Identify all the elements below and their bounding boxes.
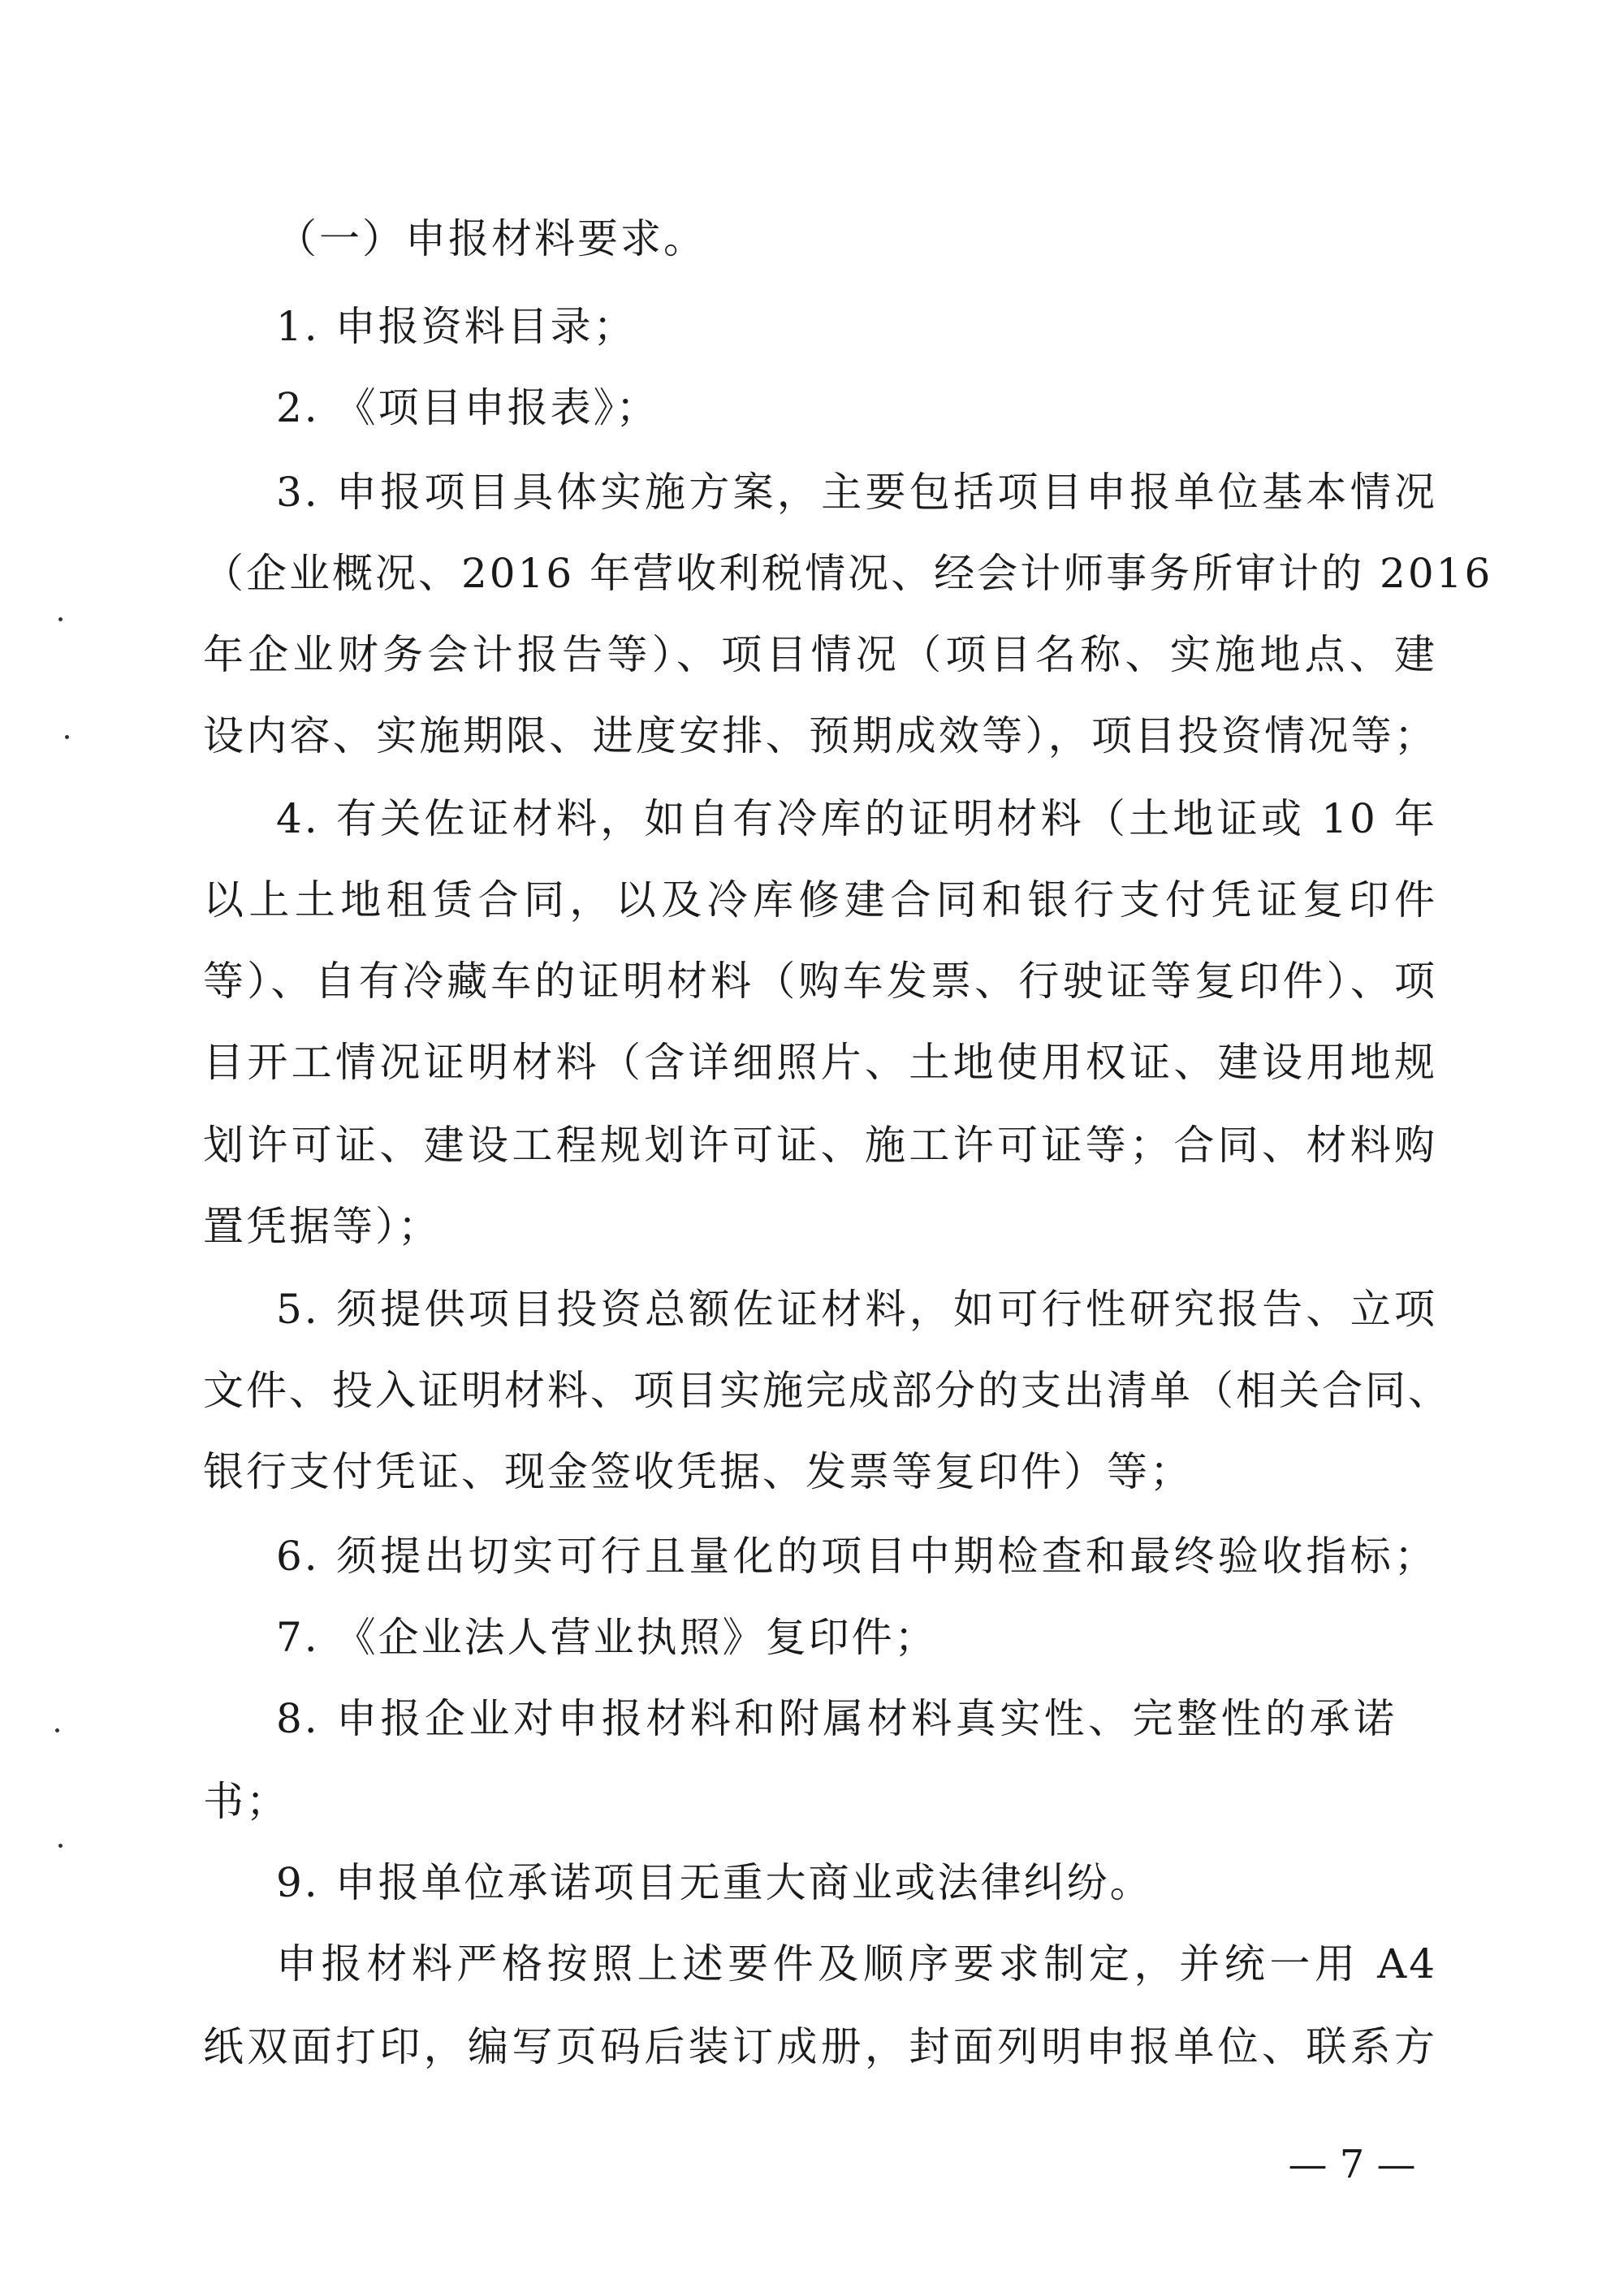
margin-speck: [55, 1728, 59, 1732]
list-item-4-line-1: 4. 有关佐证材料，如自有冷库的证明材料（土地证或 10 年: [276, 795, 1437, 842]
list-item-3-line-1: 3. 申报项目具体实施方案，主要包括项目申报单位基本情况: [276, 469, 1437, 516]
list-item-7: 7. 《企业法人营业执照》复印件；: [276, 1614, 938, 1661]
list-item-5-line-1: 5. 须提供项目投资总额佐证材料，如可行性研究报告、立项: [276, 1286, 1437, 1333]
list-item-2: 2. 《项目申报表》；: [276, 384, 659, 431]
list-item-4-line-4: 目开工情况证明材料（含详细照片、土地使用权证、建设用地规: [203, 1039, 1437, 1086]
list-item-5-line-3: 银行支付凭证、现金签收凭据、发票等复印件）等；: [203, 1448, 1193, 1495]
list-item-4-line-3: 等）、自有冷藏车的证明材料（购车发票、行驶证等复印件）、项: [203, 958, 1437, 1005]
list-item-4-line-2: 以上土地租赁合同，以及冷库修建合同和银行支付凭证复印件: [203, 876, 1437, 923]
closing-paragraph-line-1: 申报材料严格按照上述要件及顺序要求制定，并统一用 A4: [276, 1940, 1437, 1987]
margin-speck: [58, 1844, 63, 1848]
list-item-8-line-2: 书；: [203, 1778, 289, 1825]
list-item-8-line-1: 8. 申报企业对申报材料和附属材料真实性、完整性的承诺: [276, 1695, 1397, 1742]
list-item-1: 1. 申报资料目录；: [276, 303, 637, 350]
list-item-6: 6. 须提出切实可行且量化的项目中期检查和最终验收指标；: [276, 1533, 1437, 1580]
margin-speck: [58, 617, 63, 621]
page-number: — 7 —: [1288, 2142, 1416, 2187]
list-item-3-line-4: 设内容、实施期限、进度安排、预期成效等），项目投资情况等；: [203, 712, 1437, 759]
list-item-4-line-5: 划许可证、建设工程规划许可证、施工许可证等；合同、材料购: [203, 1122, 1437, 1169]
list-item-5-line-2: 文件、投入证明材料、项目实施完成部分的支出清单（相关合同、: [203, 1367, 1451, 1414]
list-item-3-line-2: （企业概况、2016 年营收利税情况、经会计师事务所审计的 2016: [203, 550, 1493, 597]
list-item-3-line-3: 年企业财务会计报告等）、项目情况（项目名称、实施地点、建: [203, 631, 1437, 678]
margin-speck: [65, 735, 69, 739]
list-item-4-line-6: 置凭据等）；: [203, 1203, 441, 1250]
list-item-9: 9. 申报单位承诺项目无重大商业或法律纠纷。: [276, 1859, 1153, 1906]
section-heading: （一）申报材料要求。: [276, 215, 706, 262]
closing-paragraph-line-2: 纸双面打印，编写页码后装订成册，封面列明申报单位、联系方: [203, 2023, 1437, 2070]
